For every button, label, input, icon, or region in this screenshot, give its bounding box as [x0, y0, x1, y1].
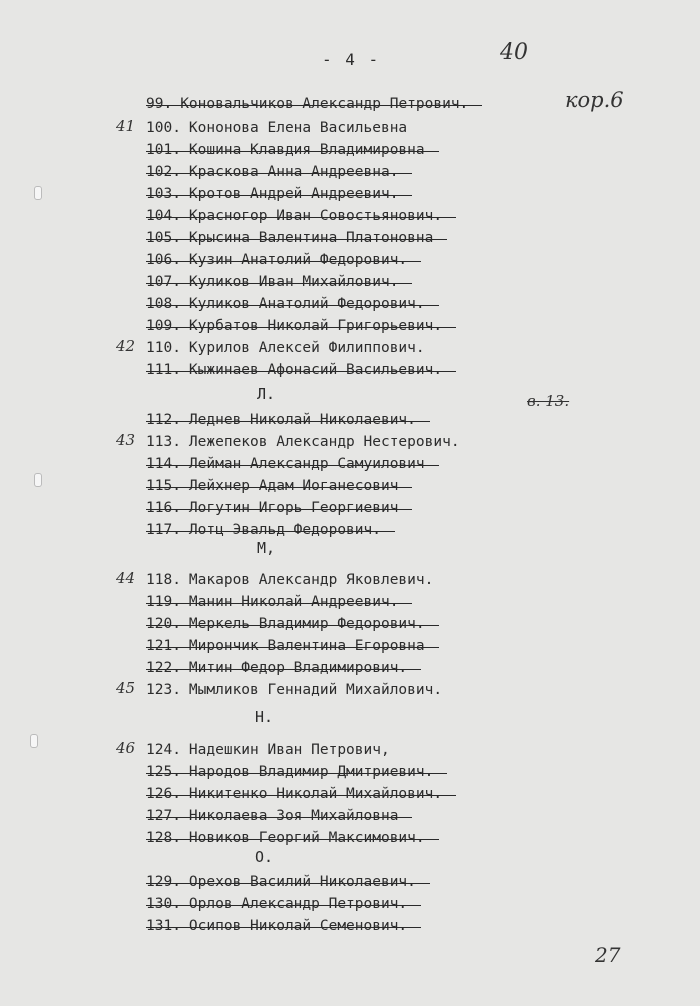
entry-number: 113.: [146, 434, 181, 450]
list-item: [146, 454, 425, 474]
entry-number: 109.: [146, 318, 181, 334]
handwritten-entry-note: 43: [116, 431, 136, 449]
list-item: [146, 184, 398, 204]
entry-name: Лейхнер Адам Иоганесович: [188, 478, 399, 494]
entry-name: Кротов Андрей Андреевич.: [188, 186, 399, 202]
entry-name: Орлов Александр Петрович.: [188, 896, 408, 912]
entry-number: 119.: [146, 594, 181, 610]
entry-name: Леднев Николай Николаевич.: [188, 412, 416, 428]
handwritten-entry-note: 44: [116, 569, 136, 587]
entry-name: Лейман Александр Самуилович: [188, 456, 425, 472]
list-item: [146, 476, 398, 496]
entry-number: 130.: [146, 896, 181, 912]
list-item: [146, 432, 460, 452]
entry-number: 120.: [146, 616, 181, 632]
list-item: [146, 828, 425, 848]
entry-number: 129.: [146, 874, 181, 890]
entry-number: 107.: [146, 274, 181, 290]
handwritten-box-label: кор.6: [565, 88, 624, 112]
list-item: [146, 118, 407, 138]
list-item: [146, 338, 425, 358]
handwritten-entry-note: 45: [116, 679, 136, 697]
entry-number: 106.: [146, 252, 181, 268]
entry-name: Куликов Анатолий Федорович.: [188, 296, 425, 312]
section-letter-n: Н.: [255, 708, 274, 726]
entry-name: Осипов Николай Семенович.: [188, 918, 408, 934]
entry-number: 121.: [146, 638, 181, 654]
entry-name: Надешкин Иван Петрович,: [188, 742, 390, 758]
entry-name: Манин Николай Андреевич.: [188, 594, 399, 610]
list-item: [146, 140, 425, 160]
entry-number: 128.: [146, 830, 181, 846]
list-item: [146, 680, 442, 700]
handwritten-entry-note: 46: [116, 739, 136, 757]
list-item: [146, 410, 416, 430]
entry-name: Николаева Зоя Михайловна: [188, 808, 399, 824]
handwritten-entry-note: 41: [116, 117, 136, 135]
entry-number: 112.: [146, 412, 181, 428]
entry-number: 102.: [146, 164, 181, 180]
entry-number: 122.: [146, 660, 181, 676]
entry-number: 110.: [146, 340, 181, 356]
entry-name: Орехов Василий Николаевич.: [188, 874, 416, 890]
entry-name: Митин Федор Владимирович.: [188, 660, 408, 676]
list-item: [146, 658, 407, 678]
entry-name: Меркель Владимир Федорович.: [188, 616, 425, 632]
entry-name: Курилов Алексей Филиппович.: [188, 340, 425, 356]
list-item: [146, 360, 442, 380]
entry-number: 100.: [146, 120, 181, 136]
entry-number: 99.: [146, 96, 173, 112]
list-item: [146, 294, 425, 314]
entry-name: Коновальчиков Александр Петрович.: [180, 96, 469, 112]
handwritten-folio-number: 40: [500, 40, 528, 65]
list-item: [146, 784, 442, 804]
list-item: [146, 162, 398, 182]
section-letter-l: Л.: [257, 385, 276, 403]
entry-name: Мирончик Валентина Егоровна: [188, 638, 425, 654]
entry-name: Логутин Игорь Георгиевич: [188, 500, 399, 516]
entry-number: 115.: [146, 478, 181, 494]
entry-name: Куликов Иван Михайлович.: [188, 274, 399, 290]
entry-number: 126.: [146, 786, 181, 802]
entry-number: 101.: [146, 142, 181, 158]
entry-name: Курбатов Николай Григорьевич.: [188, 318, 443, 334]
entry-name: Макаров Александр Яковлевич.: [188, 572, 434, 588]
list-item: [146, 740, 390, 760]
handwritten-sheet-number: 27: [595, 943, 621, 967]
list-item: [146, 206, 442, 226]
entry-number: 111.: [146, 362, 181, 378]
list-item: [146, 94, 468, 114]
list-item: [146, 806, 398, 826]
entry-name: Лотц Эвальд Федорович.: [188, 522, 381, 538]
punch-hole: [30, 734, 38, 748]
punch-hole: [34, 186, 42, 200]
entry-number: 117.: [146, 522, 181, 538]
section-letter-m: М,: [257, 539, 276, 557]
entry-number: 118.: [146, 572, 181, 588]
list-item: [146, 272, 398, 292]
list-item: [146, 570, 433, 590]
entry-number: 127.: [146, 808, 181, 824]
list-item: [146, 250, 407, 270]
list-item: [146, 228, 433, 248]
section-letter-o: О.: [255, 848, 274, 866]
list-item: [146, 520, 381, 540]
entry-number: 131.: [146, 918, 181, 934]
entry-number: 103.: [146, 186, 181, 202]
entry-number: 104.: [146, 208, 181, 224]
entry-name: Кононова Елена Васильевна: [188, 120, 408, 136]
entry-name: Народов Владимир Дмитриевич.: [188, 764, 434, 780]
list-item: [146, 498, 398, 518]
entry-number: 108.: [146, 296, 181, 312]
entry-number: 114.: [146, 456, 181, 472]
list-item: [146, 916, 407, 936]
entry-number: 123.: [146, 682, 181, 698]
entry-name: Лежепеков Александр Нестерович.: [188, 434, 460, 450]
entry-name: Никитенко Николай Михайлович.: [188, 786, 443, 802]
entry-name: Красногор Иван Совостьянович.: [188, 208, 443, 224]
entry-name: Краскова Анна Андреевна.: [188, 164, 399, 180]
list-item: [146, 636, 425, 656]
entry-name: Кузин Анатолий Федорович.: [188, 252, 408, 268]
entry-name: Новиков Георгий Максимович.: [188, 830, 425, 846]
entry-name: Кыжинаев Афонасий Васильевич.: [188, 362, 443, 378]
entry-number: 105.: [146, 230, 181, 246]
list-item: [146, 614, 425, 634]
entry-name: Мымликов Геннадий Михайлович.: [188, 682, 443, 698]
list-item: [146, 762, 433, 782]
entry-number: 116.: [146, 500, 181, 516]
list-item: [146, 894, 407, 914]
entry-number: 125.: [146, 764, 181, 780]
handwritten-entry-note: 42: [116, 337, 136, 355]
punch-hole: [34, 473, 42, 487]
list-item: [146, 872, 416, 892]
page-number: - 4 -: [322, 50, 381, 69]
entry-number: 124.: [146, 742, 181, 758]
entry-name: Кошина Клавдия Владимировна: [188, 142, 425, 158]
handwritten-side-note: в. 13.: [527, 392, 570, 410]
list-item: [146, 316, 442, 336]
entry-name: Крысина Валентина Платоновна: [188, 230, 434, 246]
list-item: [146, 592, 398, 612]
